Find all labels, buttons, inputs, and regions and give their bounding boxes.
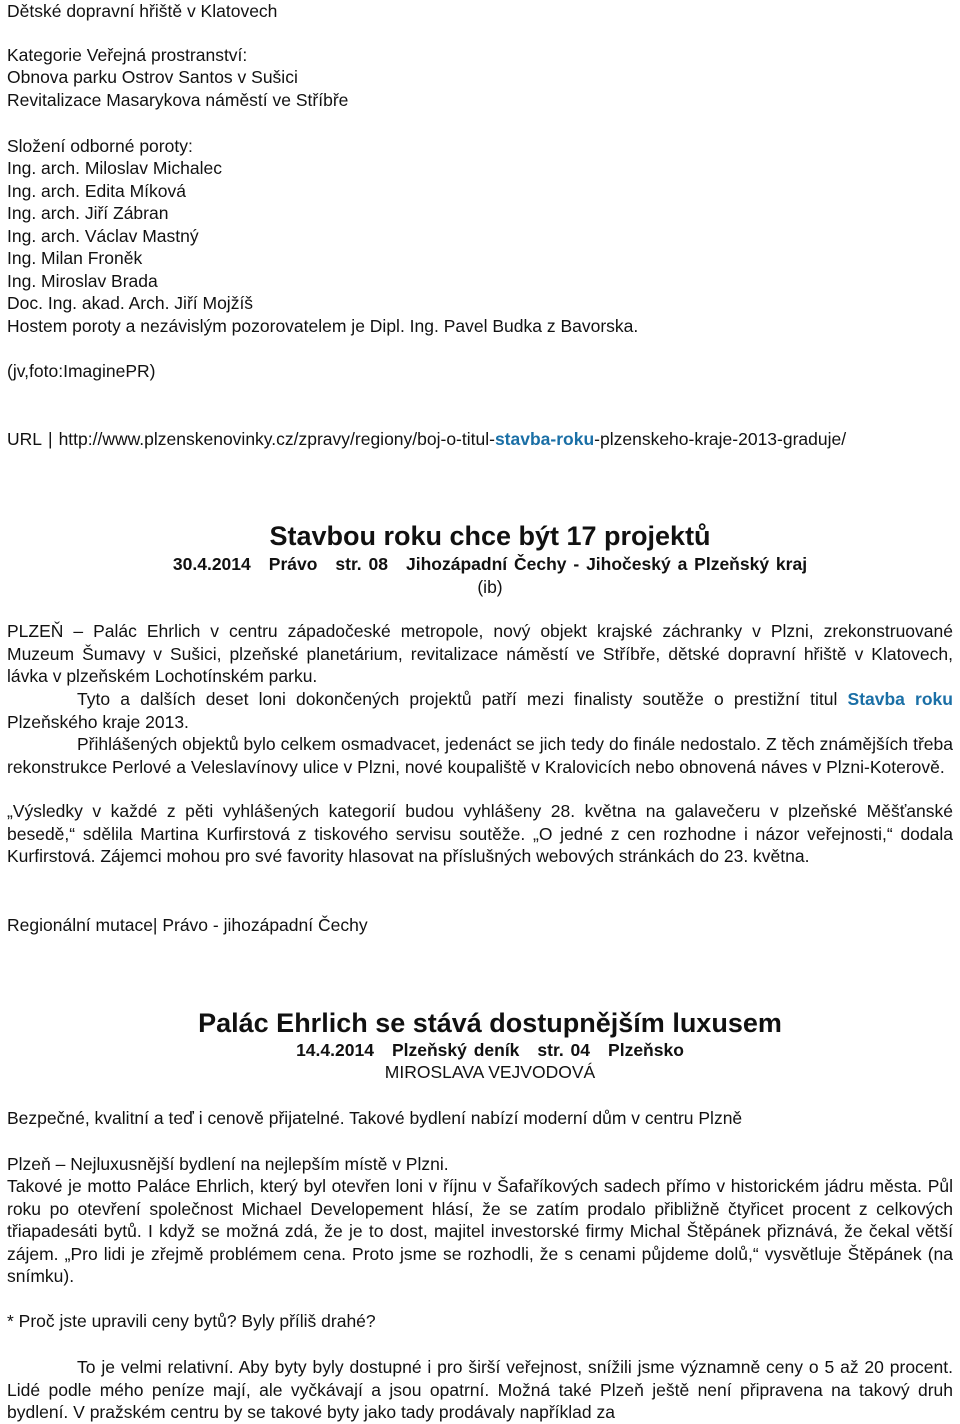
article-paragraph: Tyto a dalších deset loni dokončených projektů patří mezi finalisty soutěže o prestižní titul Stavba roku Plzeňského kraje 2013. — [7, 689, 953, 732]
list-item: Revitalizace Masarykova náměstí ve Stříbře — [7, 90, 349, 110]
jury-member: Ing. arch. Jiří Zábran — [7, 203, 169, 223]
article-paragraph: „Výsledky v každé z pěti vyhlášených kategorií budou vyhlášeny 28. května na galavečeru v plzeňské Měšťanské besedě,“ sdělila Martina Kurfirstová z tiskového servisu soutěže. „O jedné z cen rozhodne i názor veřejnosti,“ dodala Kurfirstová. Zájemci mohou pro své favority hlasovat na příslušných webových stránkách do 23. května. — [7, 801, 953, 866]
article-paragraph: Takové je motto Paláce Ehrlich, který byl otevřen loni v říjnu v Šafaříkových sadech přímo v historickém jádru města. Půl roku po otevření společnost Michael Developement hlásí, že se zatím prodalo přibližně čtyřicet procent z celkových třiapadesáti bytů. I když se možná zdá, že je to dost, majitel investorské firmy Michal Štěpánek přiznává, že čekal větší zájem. „Pro lidi je zřejmě problémem cena. Proto jsme se rozhodli, že s cenami půjdeme dolů,“ vysvětluje Štěpánek (na snímku). — [7, 1176, 953, 1286]
article-paragraph: PLZEŇ – Palác Ehrlich v centru západočeské metropole, nový objekt krajské záchranky v Plzni, zrekonstruované Muzeum Šumavy v Sušici, plzeňské planetárium, revitalizace náměstí ve Stříbře, dětské dopravní hřiště v Klatovech, lávka v plzeňském Lochotínském parku. — [7, 621, 953, 686]
article-region: Jihozápadní Čechy - Jihočeský a Plzeňský kraj — [406, 554, 808, 574]
jury-guest: Hostem poroty a nezávislým pozorovatelem je Dipl. Ing. Pavel Budka z Bavorska. — [7, 316, 639, 336]
url-label: URL — [7, 429, 43, 449]
jury-member: Ing. Miroslav Brada — [7, 271, 158, 291]
jury-member: Ing. arch. Miloslav Michalec — [7, 158, 222, 178]
article-paragraph: Přihlášených objektů bylo celkem osmadvacet, jedenáct se jich tedy do finále nedostalo. Z těch známějších třeba rekonstrukce Perlové a Veleslavínovy ulice v Plzni, nové koupaliště v Kralovicích nebo obnovená náves v Plzni-Koterově. — [7, 734, 953, 777]
category-heading: Kategorie Veřejná prostranství: — [7, 45, 248, 65]
jury-member: Doc. Ing. akad. Arch. Jiří Mojžíš — [7, 293, 254, 313]
article-meta — [0, 553, 960, 575]
article-source: Právo — [268, 554, 318, 574]
article-date: 30.4.2014 — [172, 554, 251, 574]
interview-answer: To je velmi relativní. Aby byty byly dostupné i pro širší veřejnost, snížili jsme významně ceny o 5 až 20 procent. Lidé podle mého peníze mají, ale vyčkávají a jsou opatrní. Možná také Plzeň ještě není připravena na takový druh bydlení. V pražském centru by se takové byty jako tady prodávaly například za — [7, 1357, 953, 1422]
article-title: Palác Ehrlich se stává dostupnějším luxusem — [198, 1008, 782, 1038]
jury-heading: Složení odborné poroty: — [7, 136, 193, 156]
jury-member: Ing. arch. Edita Míková — [7, 181, 186, 201]
article-author: (ib) — [477, 577, 503, 597]
article-page: str. 08 — [335, 554, 389, 574]
jury-member: Ing. Milan Froněk — [7, 248, 143, 268]
article-author: MIROSLAVA VEJVODOVÁ — [384, 1062, 596, 1082]
article-region: Plzeňsko — [608, 1040, 684, 1060]
highlight-term: Stavba roku — [847, 689, 953, 709]
article-lead: Bezpečné, kvalitní a teď i cenově přijatelné. Takové bydlení nabízí moderní dům v centru Plzně — [7, 1108, 743, 1128]
article-page: str. 04 — [537, 1040, 591, 1060]
article-paragraph: Plzeň – Nejluxusnější bydlení na nejlepším místě v Plzni. — [7, 1154, 449, 1174]
interview-question: * Proč jste upravili ceny bytů? Byly příliš drahé? — [7, 1311, 376, 1331]
article-source: Plzeňský deník — [391, 1040, 520, 1060]
article-date: 14.4.2014 — [296, 1040, 374, 1060]
article-title: Stavbou roku chce být 17 projektů — [269, 521, 711, 551]
url-link[interactable]: http://www.plzenskenovinky.cz/zpravy/regiony/boj-o-titul-stavba-roku-plzenskeho-kraje-2013-graduje/ — [58, 429, 847, 449]
article-meta — [0, 1039, 960, 1061]
jury-member: Ing. arch. Václav Mastný — [7, 226, 199, 246]
list-item: Obnova parku Ostrov Santos v Sušici — [7, 67, 298, 87]
photo-credit: (jv,foto:ImaginePR) — [7, 361, 156, 381]
text-line: Dětské dopravní hřiště v Klatovech — [7, 1, 278, 21]
source-url: URL | http://www.plzenskenovinky.cz/zpravy/regiony/boj-o-titul-stavba-roku-plzenskeho-kraje-2013-graduje/ — [7, 429, 847, 449]
regional-mutation: Regionální mutace| Právo - jihozápadní Čechy — [7, 915, 368, 935]
